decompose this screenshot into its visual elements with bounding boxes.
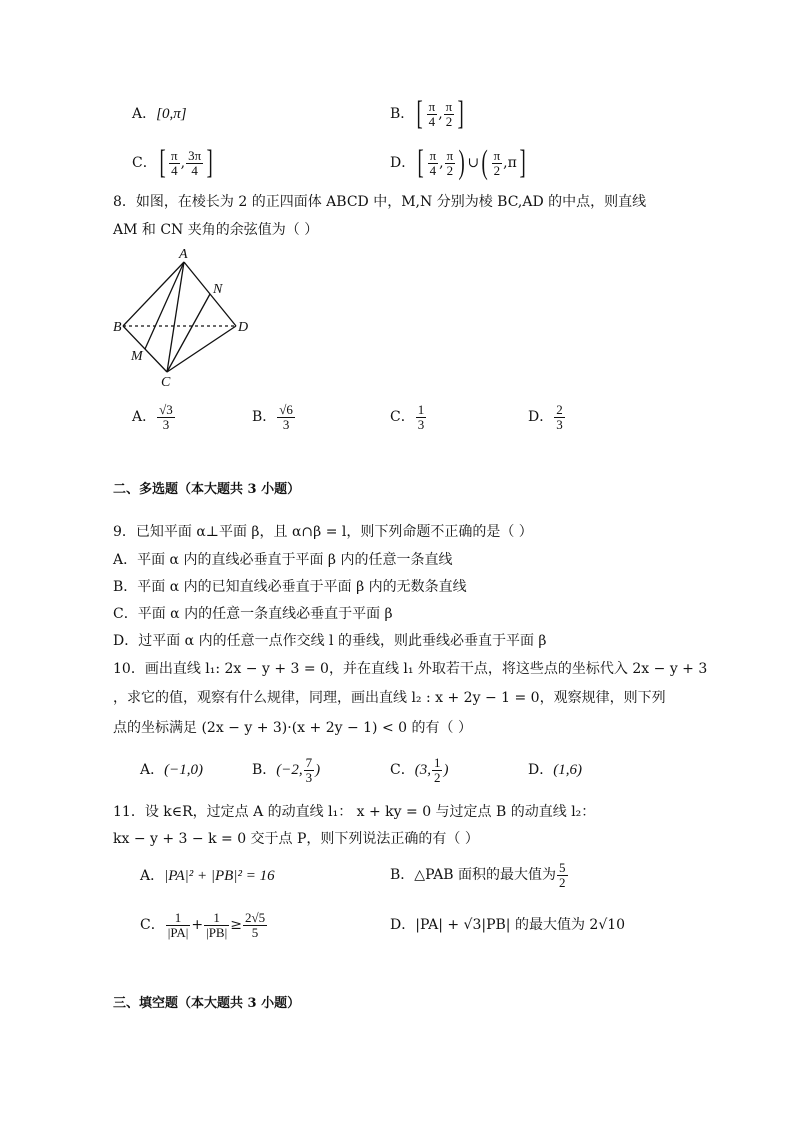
edge-cd xyxy=(167,326,236,372)
q8-option-a xyxy=(132,400,176,434)
q10-option-a xyxy=(140,760,203,780)
fraction: $\frac{√6}{3}$ xyxy=(279,401,293,432)
edge-ac xyxy=(167,262,184,372)
fraction: $\frac{2√5}{5}$ xyxy=(244,909,266,940)
option-math: |PA|² + |PB|² = 16 xyxy=(164,868,275,884)
option-label: B． xyxy=(390,106,415,122)
fraction: $\frac{\pi}{4}$ xyxy=(428,98,436,129)
fraction: $\frac{1}{3}$ xyxy=(417,401,425,432)
q7-option-b: B．[ $\frac{\pi}{4}$ , $\frac{\pi}{2}$ ] xyxy=(390,95,465,132)
option-label: A． xyxy=(140,762,165,778)
fraction: $\frac{1}{|PA|}$ xyxy=(167,909,189,940)
option-label: B． xyxy=(390,867,415,883)
q10-stem-line3: 点的坐标满足 (2x − y + 3)·(x + 2y − 1) < 0 的有（ ） xyxy=(113,720,472,736)
q11-option-d xyxy=(390,915,625,935)
option-label: D． xyxy=(390,155,416,171)
q7-option-d: D．[ $\frac{\pi}{4}$ , $\frac{\pi}{2}$ ) ∪( $\frac{\pi}{2}$ ,π] xyxy=(390,144,526,181)
q11-option-a xyxy=(140,866,275,886)
option-label: C． xyxy=(140,917,165,933)
label-d: D xyxy=(238,320,249,335)
q10-option-c xyxy=(390,753,448,787)
option-label: C． xyxy=(132,155,157,171)
edge-ad xyxy=(184,262,236,326)
option-math: (−2, xyxy=(276,762,303,778)
q10-option-b xyxy=(252,753,320,787)
q11-stem-line1: 11．设 k∈R，过定点 A 的动直线 l₁： x + ky = 0 与过定点 B 的动直线 l₂： xyxy=(113,804,596,820)
q10-option-d xyxy=(528,760,582,780)
option-label: C． xyxy=(390,762,415,778)
fraction: $\frac{1}{|PB|}$ xyxy=(206,909,228,940)
section-2-heading: 二、多选题（本大题共 3 小题） xyxy=(113,482,301,497)
q10-stem-line2: ，求它的值，观察有什么规律，同理，画出直线 l₂ : x + 2y − 1 = 0，观察规律，则下列 xyxy=(113,690,666,706)
q7-option-a xyxy=(132,104,187,124)
fraction: $\frac{7}{3}$ xyxy=(305,754,313,785)
q9-option-a: A．平面 α 内的直线必垂直于平面 β 内的任意一条直线 xyxy=(113,552,453,568)
section-3-heading: 三、填空题（本大题共 3 小题） xyxy=(113,996,301,1011)
q11-option-c: C． $\frac{1}{|PA|}$ + $\frac{1}{|PB|}$ ≥ $\frac{2√5}{5}$ xyxy=(140,909,266,940)
option-math: ) xyxy=(443,762,449,778)
q9-option-d: D．过平面 α 内的任意一点作交线 l 的垂线，则此垂线必垂直于平面 β xyxy=(113,633,547,649)
fraction: $\frac{\pi}{4}$ xyxy=(429,147,437,178)
q8-stem-line2: AM 和 CN 夹角的余弦值为（ ） xyxy=(113,222,319,238)
option-math: [0,π] xyxy=(156,106,187,122)
option-math: (1,6) xyxy=(553,762,582,778)
fraction: $\frac{1}{2}$ xyxy=(433,754,441,785)
option-label: A． xyxy=(140,868,165,884)
q8-stem-line1: 8．如图，在棱长为 2 的正四面体 ABCD 中，M,N 分别为棱 BC,AD 的中点，则直线 xyxy=(113,194,647,210)
q7-option-c: C．[ $\frac{\pi}{4}$ , $\frac{3\pi}{4}$ ] xyxy=(132,144,213,181)
option-math: (−1,0) xyxy=(164,762,203,778)
option-math: ) xyxy=(315,762,321,778)
q10-stem-line1: 10．画出直线 l₁: 2x − y + 3 = 0，并在直线 l₁ 外取若干点，将这些点的坐标代入 2x − y + 3 xyxy=(113,661,708,677)
q9-option-c: C．平面 α 内的任意一条直线必垂直于平面 β xyxy=(113,606,393,622)
option-label: A． xyxy=(132,106,157,122)
option-label: D． xyxy=(390,917,416,933)
q9-option-b: B．平面 α 内的已知直线必垂直于平面 β 内的无数条直线 xyxy=(113,579,467,595)
fraction: $\frac{√3}{3}$ xyxy=(159,401,173,432)
edge-ab xyxy=(123,262,184,326)
fraction: $\frac{\pi}{2}$ xyxy=(445,98,453,129)
q8-option-d xyxy=(528,400,566,434)
option-label: C． xyxy=(390,409,415,425)
q11-stem-line2: kx − y + 3 − k = 0 交于点 P，则下列说法正确的有（ ） xyxy=(113,831,479,847)
option-label: A． xyxy=(132,409,157,425)
fraction: $\frac{3\pi}{4}$ xyxy=(188,147,202,178)
label-a: A xyxy=(179,247,188,262)
option-text: |PA| + √3|PB| 的最大值为 2√10 xyxy=(415,917,626,933)
fraction: $\frac{5}{2}$ xyxy=(559,859,566,890)
fraction: $\frac{\pi}{2}$ xyxy=(446,147,454,178)
fraction: $\frac{\pi}{2}$ xyxy=(493,147,501,178)
edge-bc xyxy=(123,326,167,372)
fraction: $\frac{\pi}{4}$ xyxy=(171,147,178,178)
geq-symbol: ≥ xyxy=(230,917,242,933)
option-label: D． xyxy=(528,409,554,425)
label-m: M xyxy=(131,349,143,364)
fraction: $\frac{2}{3}$ xyxy=(556,401,563,432)
segment-am xyxy=(145,262,184,349)
q9-stem: 9．已知平面 α⊥平面 β，且 α∩β = l，则下列命题不正确的是（ ） xyxy=(113,524,533,540)
option-math: (3, xyxy=(414,762,431,778)
union-symbol: ∪ xyxy=(467,155,480,171)
label-n: N xyxy=(213,282,223,297)
option-label: B． xyxy=(252,762,277,778)
option-text: △PAB 面积的最大值为 xyxy=(414,867,557,883)
q8-option-c xyxy=(390,400,427,434)
q11-option-b xyxy=(390,858,569,892)
option-label: B． xyxy=(252,409,277,425)
segment-cn xyxy=(167,294,210,372)
label-c: C xyxy=(161,375,171,390)
q8-option-b xyxy=(252,400,296,434)
label-b: B xyxy=(113,320,122,335)
option-label: D． xyxy=(528,762,554,778)
